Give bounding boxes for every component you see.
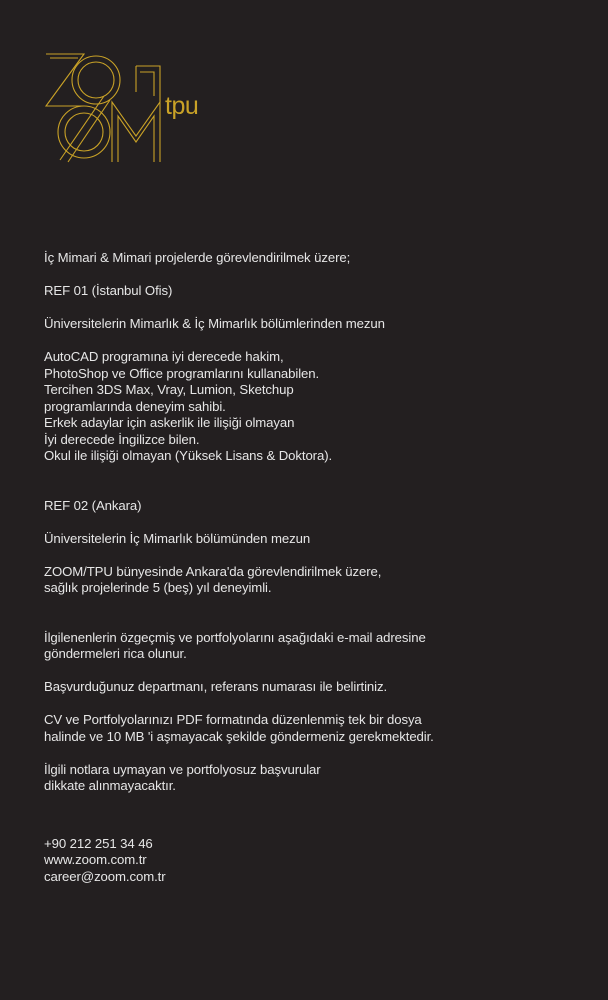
ref01-requirements <box>44 349 574 465</box>
job-posting <box>44 250 574 885</box>
warning-note-line: dikkate alınmayacaktır. <box>44 778 176 793</box>
zoom-tpu-logo <box>40 36 220 176</box>
apply-note-line: İlgilenenlerin özgeçmiş ve portfolyolarını aşağıdaki e-mail adresine <box>44 629 426 645</box>
ref01-title: REF 01 (İstanbul Ofis) <box>44 283 173 298</box>
warning-note <box>44 762 574 795</box>
ref01-requirement: İyi derecede İngilizce bilen. <box>44 431 200 447</box>
contact-info <box>44 836 574 886</box>
apply-note <box>44 630 574 663</box>
contact-phone[interactable]: +90 212 251 34 46 <box>44 835 153 851</box>
ref01-requirement: AutoCAD programına iyi derecede hakim, <box>44 349 284 364</box>
ref01-requirement: PhotoShop ve Office programlarını kullanabilen. <box>44 365 320 381</box>
ref02-requirement: sağlık projelerinde 5 (beş) yıl deneyimli. <box>44 580 272 595</box>
contact-website[interactable]: www.zoom.com.tr <box>44 852 147 867</box>
logo-wordmark <box>40 36 41 37</box>
ref01-requirement: Erkek adaylar için askerlik ile ilişiği olmayan <box>44 415 295 430</box>
apply-note-line: göndermeleri rica olunur. <box>44 646 187 661</box>
ref01-requirement: programlarında deneyim sahibi. <box>44 398 226 414</box>
ref02-requirements <box>44 564 574 597</box>
warning-note-line: İlgili notlara uymayan ve portfolyosuz başvurular <box>44 761 321 777</box>
ref02-education: Üniversitelerin İç Mimarlık bölümünden mezun <box>44 530 311 546</box>
department-note: Başvurduğunuz departmanı, referans numarası ile belirtiniz. <box>44 679 388 694</box>
format-note-line: halinde ve 10 MB 'i aşmayacak şekilde göndermeniz gerekmektedir. <box>44 728 434 744</box>
ref01-requirement: Tercihen 3DS Max, Vray, Lumion, Sketchup <box>44 382 294 397</box>
intro-text: İç Mimari & Mimari projelerde görevlendirilmek üzere; <box>44 250 351 265</box>
ref01-requirement: Okul ile ilişiği olmayan (Yüksek Lisans & Doktora). <box>44 448 333 463</box>
logo-suffix: tpu <box>165 92 199 120</box>
ref02-requirement: ZOOM/TPU bünyesinde Ankara'da görevlendirilmek üzere, <box>44 563 382 579</box>
contact-email[interactable]: career@zoom.com.tr <box>44 868 166 884</box>
format-note-line: CV ve Portfolyolarınızı PDF formatında düzenlenmiş tek bir dosya <box>44 712 422 727</box>
format-note <box>44 712 574 745</box>
ref02-title: REF 02 (Ankara) <box>44 497 142 513</box>
ref01-education: Üniversitelerin Mimarlık & İç Mimarlık bölümlerinden mezun <box>44 316 385 331</box>
